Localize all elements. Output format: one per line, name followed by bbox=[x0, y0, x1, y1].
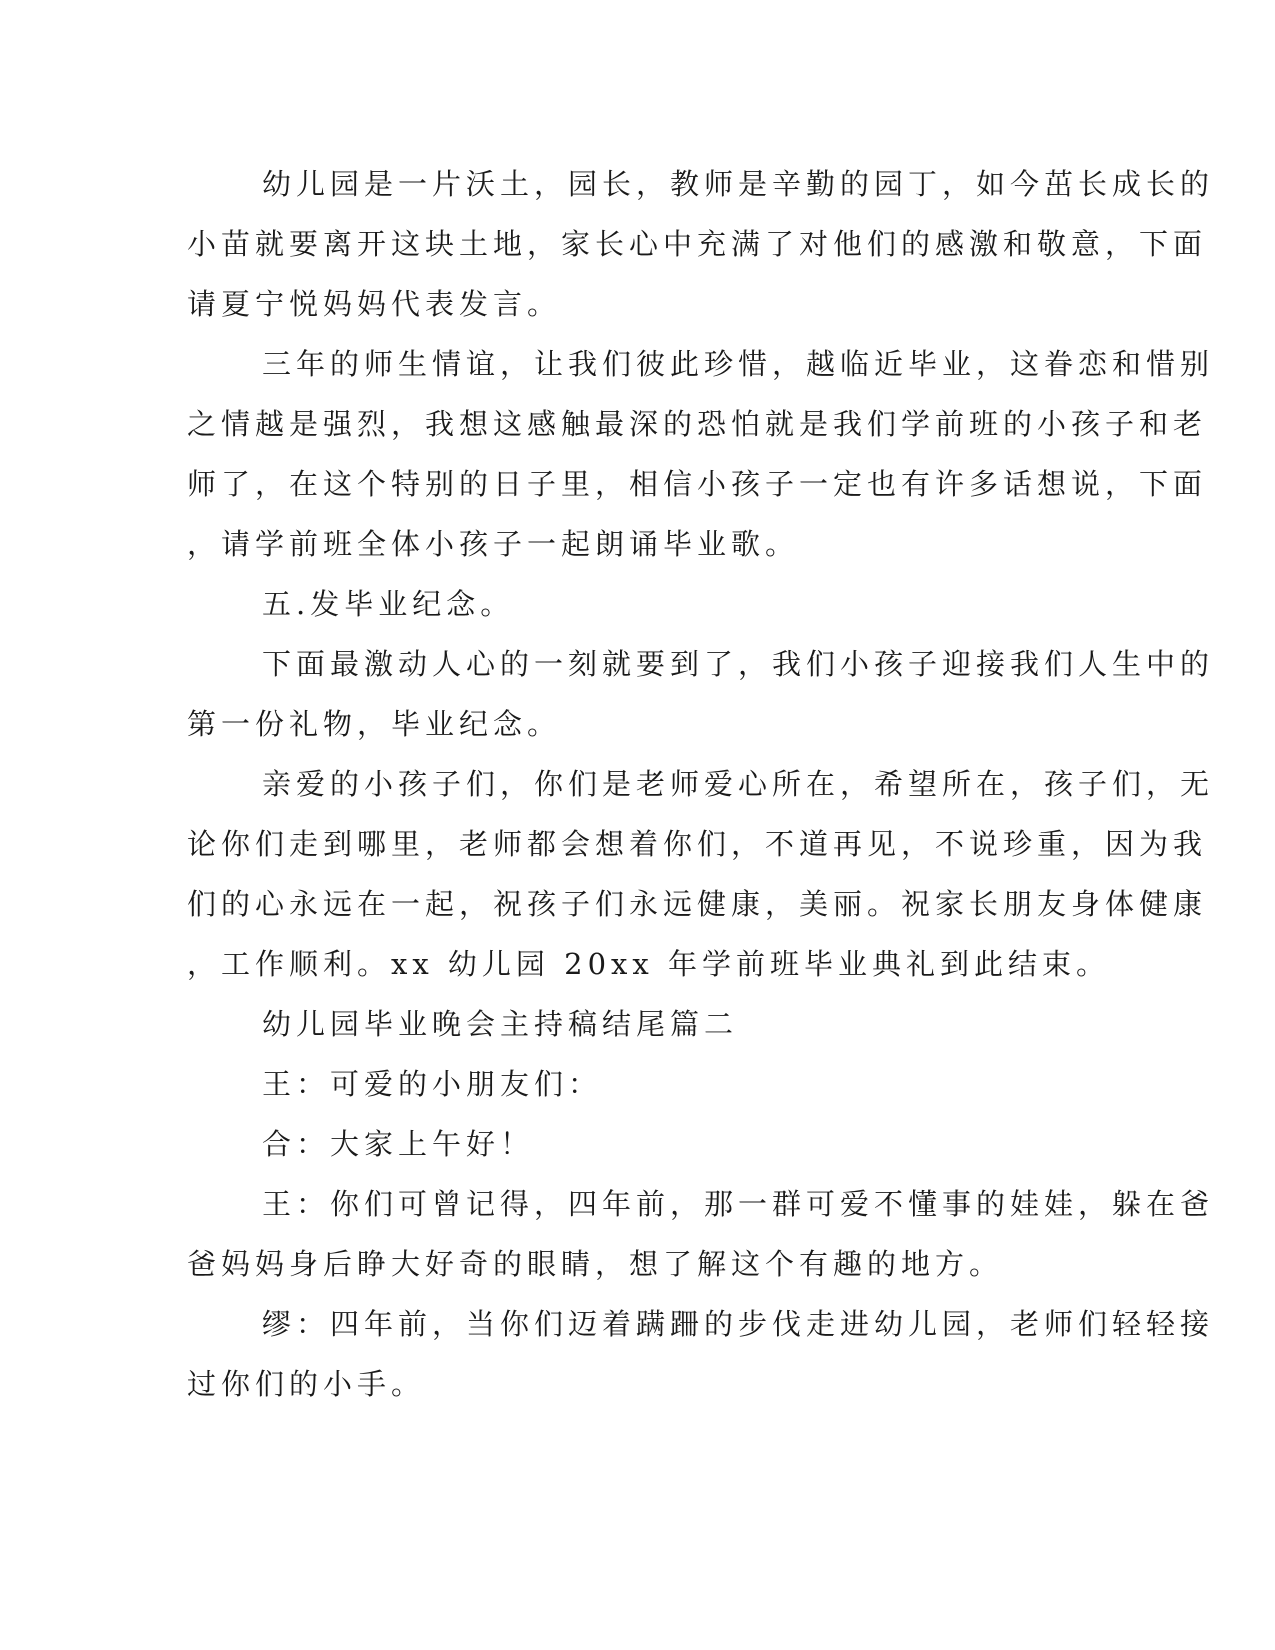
text-line: 下面最激动人心的一刻就要到了，我们小孩子迎接我们人生中的 bbox=[262, 647, 1215, 681]
text-line: 之情越是强烈，我想这感触最深的恐怕就是我们学前班的小孩子和老 bbox=[187, 407, 1208, 441]
document-body bbox=[187, 154, 1215, 1414]
text-line: 爸妈妈身后睁大好奇的眼睛，想了解这个有趣的地方。 bbox=[187, 1247, 1004, 1281]
text-line: 亲爱的小孩子们，你们是老师爱心所在，希望所在，孩子们，无 bbox=[262, 767, 1215, 801]
text-line: 王：可爱的小朋友们： bbox=[262, 1067, 603, 1101]
text-line: 师了，在这个特别的日子里，相信小孩子一定也有许多话想说，下面 bbox=[187, 467, 1208, 501]
text-line: ，请学前班全体小孩子一起朗诵毕业歌。 bbox=[187, 527, 800, 561]
text-line: 论你们走到哪里，老师都会想着你们，不道再见，不说珍重，因为我 bbox=[187, 827, 1208, 861]
text-line: 三年的师生情谊，让我们彼此珍惜，越临近毕业，这眷恋和惜别 bbox=[262, 347, 1215, 381]
text-line: 请夏宁悦妈妈代表发言。 bbox=[187, 287, 562, 321]
text-line: 合：大家上午好！ bbox=[262, 1127, 535, 1161]
text-line: 们的心永远在一起，祝孩子们永远健康，美丽。祝家长朋友身体健康 bbox=[187, 887, 1208, 921]
text-line: 五.发毕业纪念。 bbox=[262, 587, 515, 621]
text-line: 幼儿园是一片沃土，园长，教师是辛勤的园丁，如今茁长成长的 bbox=[262, 167, 1215, 201]
text-line: 第一份礼物，毕业纪念。 bbox=[187, 707, 562, 741]
text-line: 缪：四年前，当你们迈着蹒跚的步伐走进幼儿园，老师们轻轻接 bbox=[262, 1307, 1215, 1341]
text-line: 过你们的小手。 bbox=[187, 1367, 426, 1401]
text-line: ，工作顺利。xx 幼儿园 20xx 年学前班毕业典礼到此结束。 bbox=[187, 947, 1110, 981]
text-line: 王：你们可曾记得，四年前，那一群可爱不懂事的娃娃，躲在爸 bbox=[262, 1187, 1215, 1221]
text-line: 小苗就要离开这块土地，家长心中充满了对他们的感激和敬意，下面 bbox=[187, 227, 1208, 261]
section-heading: 幼儿园毕业晚会主持稿结尾篇二 bbox=[262, 1007, 739, 1041]
